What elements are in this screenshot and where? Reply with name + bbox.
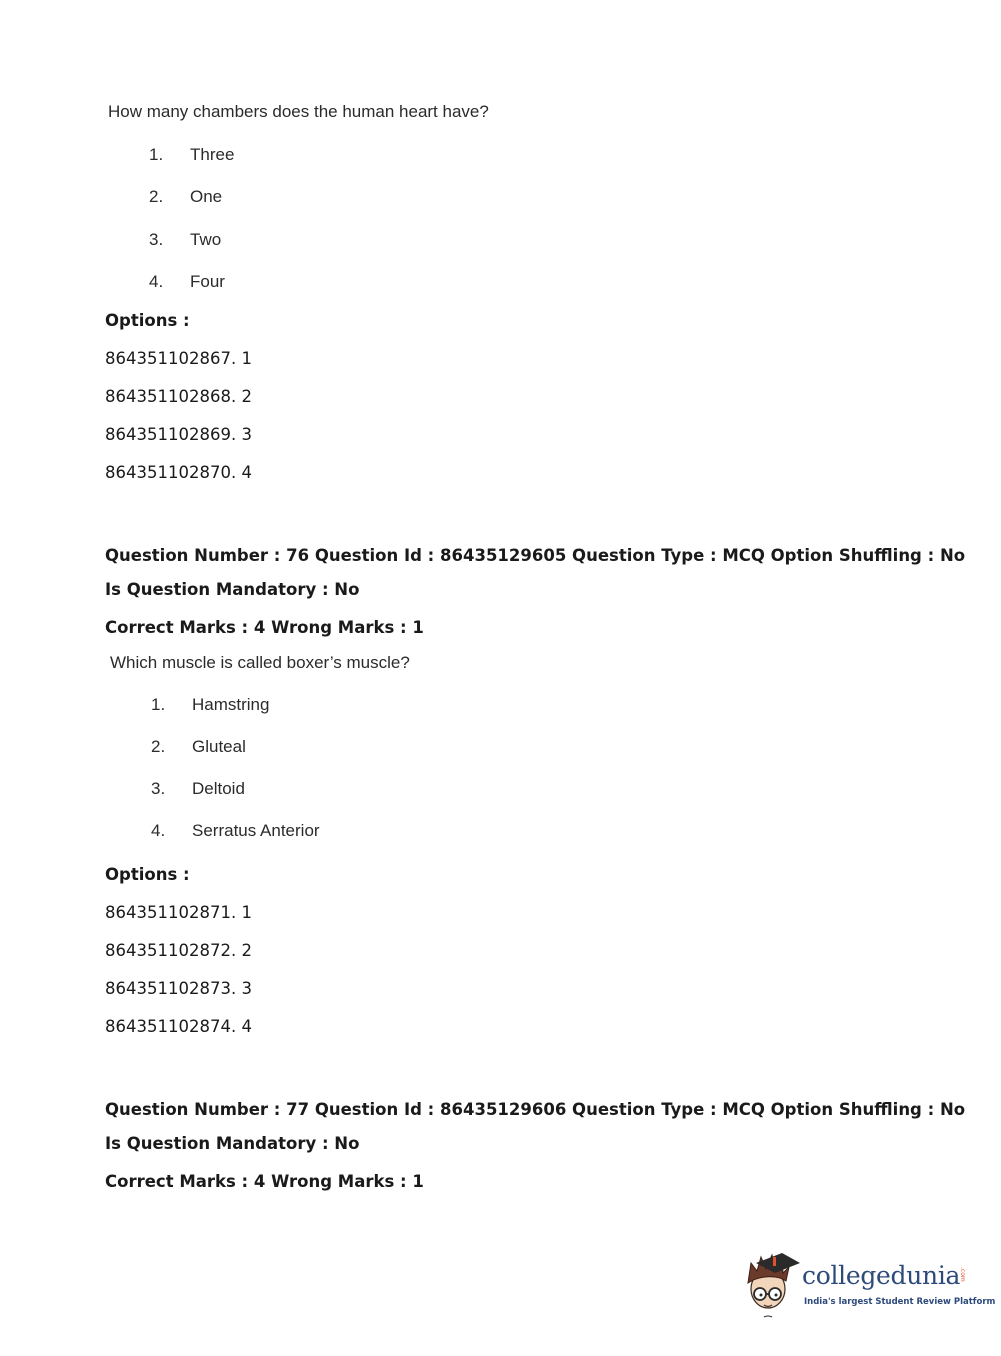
- question-text: How many chambers does the human heart have?: [108, 102, 489, 121]
- option-id: 864351102873. 3: [105, 979, 252, 998]
- question-text: Which muscle is called boxer’s muscle?: [110, 653, 410, 672]
- option-id: 864351102870. 4: [105, 463, 252, 482]
- choice-number: 4.: [151, 821, 166, 840]
- option-id: 864351102874. 4: [105, 1017, 252, 1036]
- question-header: Question Number : 77 Question Id : 86435129606 Question Type : MCQ Option Shuffling : No: [105, 1100, 966, 1119]
- choice-text: Deltoid: [192, 779, 245, 798]
- choice-number: 2.: [149, 187, 164, 206]
- choice-number: 1.: [151, 695, 166, 714]
- choice-text: Gluteal: [192, 737, 246, 756]
- option-id: 864351102867. 1: [105, 349, 252, 368]
- choice-text: Two: [190, 230, 222, 249]
- choice-number: 3.: [149, 230, 164, 249]
- choice-text: Four: [190, 272, 225, 291]
- choice-text: Three: [190, 145, 235, 164]
- question-mandatory: Is Question Mandatory : No: [105, 1134, 360, 1153]
- logo-name: collegedunia: [802, 1261, 961, 1290]
- options-label: Options :: [105, 865, 190, 884]
- question-mandatory: Is Question Mandatory : No: [105, 580, 360, 599]
- question-marks: Correct Marks : 4 Wrong Marks : 1: [105, 1172, 424, 1191]
- choice-number: 1.: [149, 145, 164, 164]
- choice-number: 4.: [149, 272, 164, 291]
- question-header: Question Number : 76 Question Id : 86435129605 Question Type : MCQ Option Shuffling : No: [105, 546, 966, 565]
- collegedunia-logo: [742, 1249, 996, 1319]
- options-label: Options :: [105, 311, 190, 330]
- option-id: 864351102869. 3: [105, 425, 252, 444]
- option-id: 864351102868. 2: [105, 387, 252, 406]
- choice-text: One: [190, 187, 223, 206]
- logo-com: .com: [959, 1267, 966, 1282]
- mascot-icon: [742, 1249, 802, 1319]
- choice-number: 2.: [151, 737, 166, 756]
- choice-text: Serratus Anterior: [192, 821, 320, 840]
- option-id: 864351102871. 1: [105, 903, 252, 922]
- choice-text: Hamstring: [192, 695, 270, 714]
- question-marks: Correct Marks : 4 Wrong Marks : 1: [105, 618, 424, 637]
- option-id: 864351102872. 2: [105, 941, 252, 960]
- logo-tagline: India's largest Student Review Platform: [804, 1297, 996, 1307]
- choice-number: 3.: [151, 779, 166, 798]
